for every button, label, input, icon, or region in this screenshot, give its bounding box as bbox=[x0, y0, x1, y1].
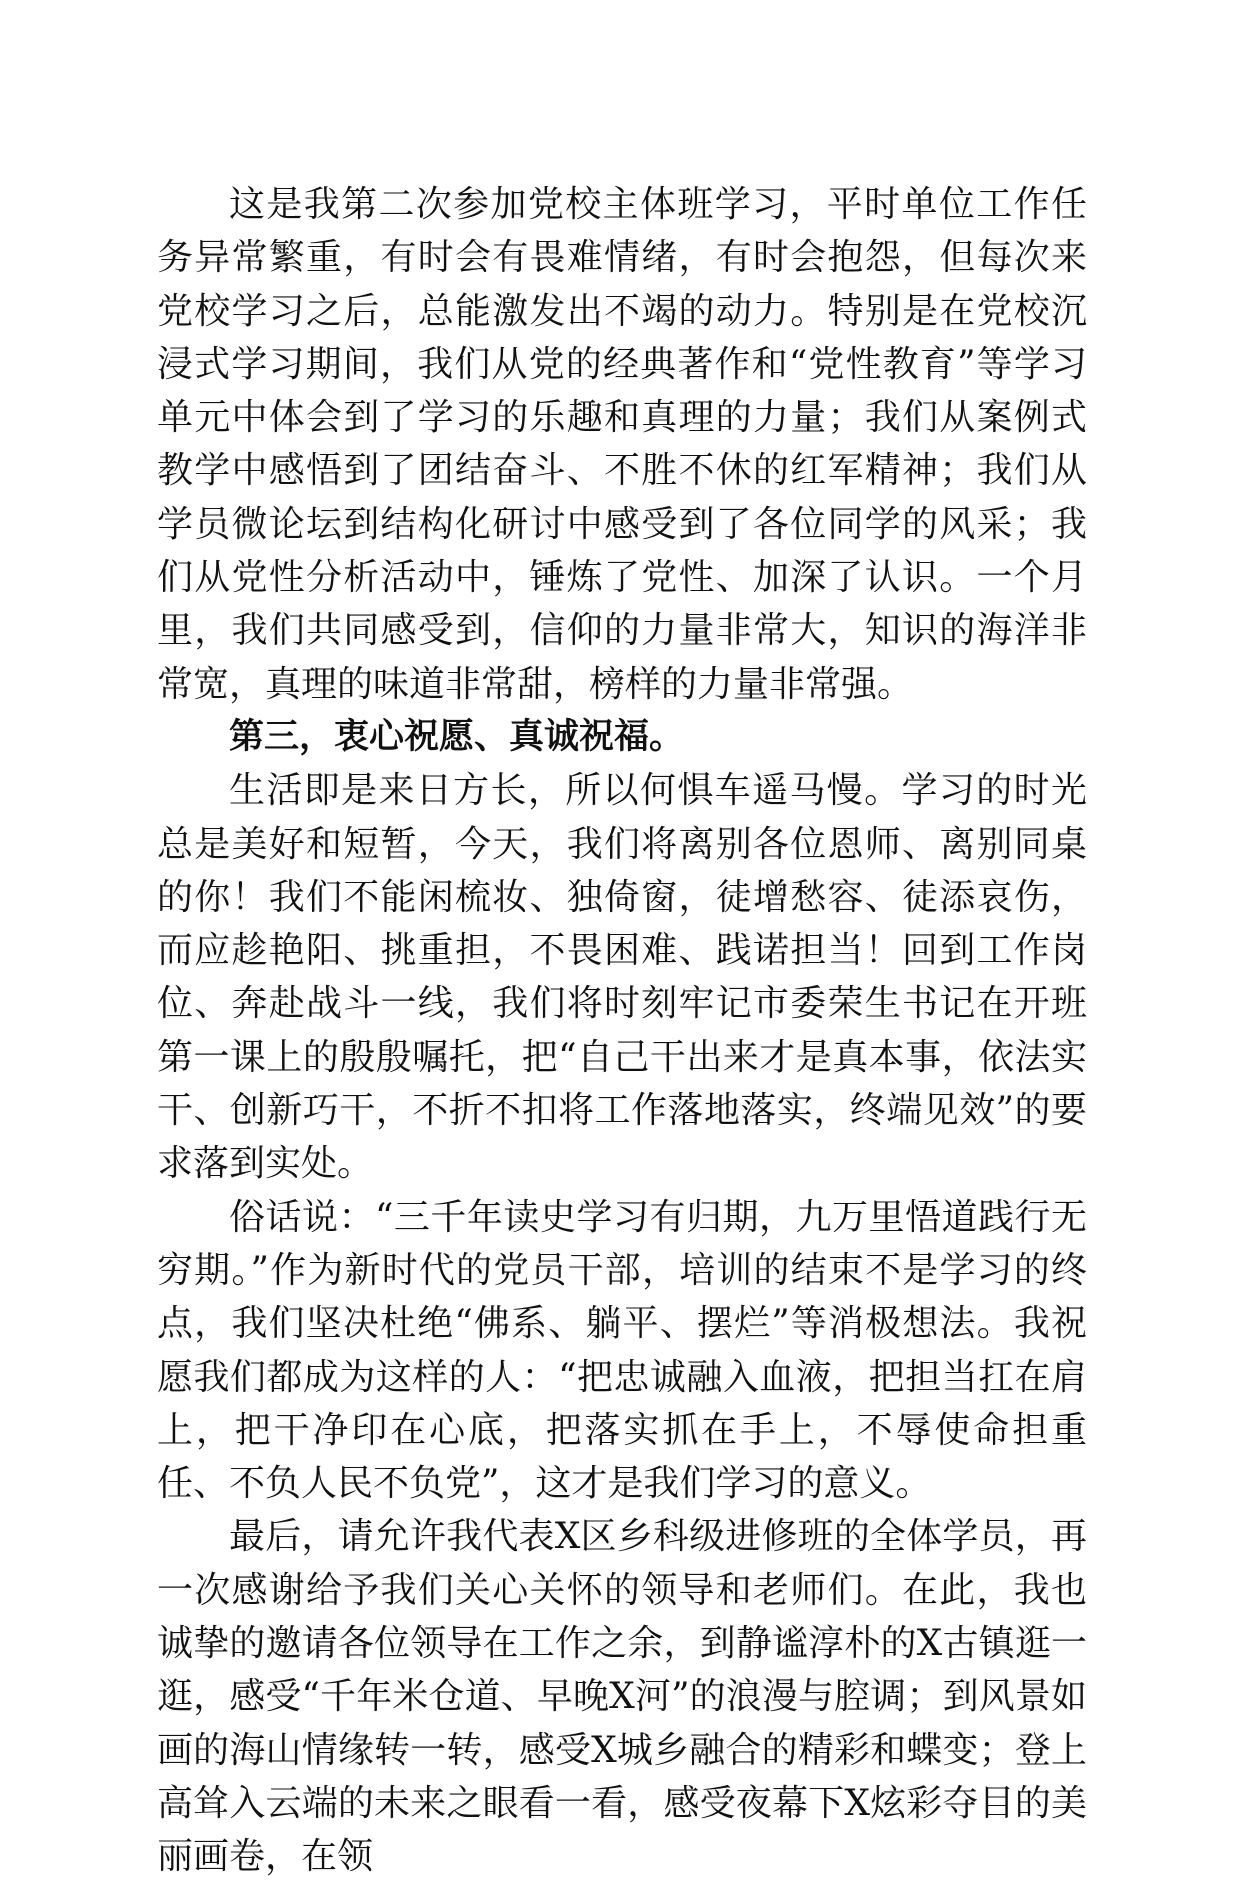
paragraph-closing-invitation: 最后，请允许我代表X区乡科级进修班的全体学员，再一次感谢给予我们关心关怀的领导和老师们。在此，我也诚挚的邀请各位领导在工作之余，到静谧淳朴的X古镇逛一逛，感受“千年米仓道、早晚X河”的浪漫与腔调；到风景如画的海山情缘转一转，感受X城乡融合的精彩和蝶变；登上高耸入云端的未来之眼看一看，感受夜幕下X炫彩夺目的美丽画卷，在领 bbox=[157, 1516, 1087, 1878]
paragraph-saying: 俗话说：“三千年读史学习有归期，九万里悟道践行无穷期。”作为新时代的党员干部，培训的结束不是学习的终点，我们坚决杜绝“佛系、躺平、摆烂”等消极想法。我祝愿我们都成为这样的人：“把忠诚融入血液，把担当扛在肩上，把干净印在心底，把落实抓在手上，不辱使命担重任、不负人民不负党”，这才是我们学习的意义。 bbox=[157, 1196, 1087, 1505]
paragraph-study-experience: 这是我第二次参加党校主体班学习，平时单位工作任务异常繁重，有时会有畏难情绪，有时会抱怨，但每次来党校学习之后，总能激发出不竭的动力。特别是在党校沉浸式学习期间，我们从党的经典著作和“党性教育”等学习单元中体会到了学习的乐趣和真理的力量；我们从案例式教学中感悟到了团结奋斗、不胜不休的红军精神；我们从学员微论坛到结构化研讨中感受到了各位同学的风采；我们从党性分析活动中，锤炼了党性、加深了认识。一个月里，我们共同感受到，信仰的力量非常大，知识的海洋非常宽，真理的味道非常甜，榜样的力量非常强。 bbox=[157, 184, 1087, 705]
paragraph-farewell: 生活即是来日方长，所以何惧车遥马慢。学习的时光总是美好和短暂，今天，我们将离别各位恩师、离别同桌的你！我们不能闲梳妆、独倚窗，徒增愁容、徒添哀伤，而应趁艳阳、挑重担，不畏困难、践诺担当！回到工作岗位、奔赴战斗一线，我们将时刻牢记市委荣生书记在开班第一课上的殷殷嘱托，把“自己干出来才是真本事，依法实干、创新巧干，不折不扣将工作落地落实，终端见效”的要求落到实处。 bbox=[157, 770, 1087, 1185]
document-page bbox=[157, 178, 1087, 1884]
section-heading-third: 第三，衷心祝愿、真诚祝福。 bbox=[229, 716, 685, 757]
